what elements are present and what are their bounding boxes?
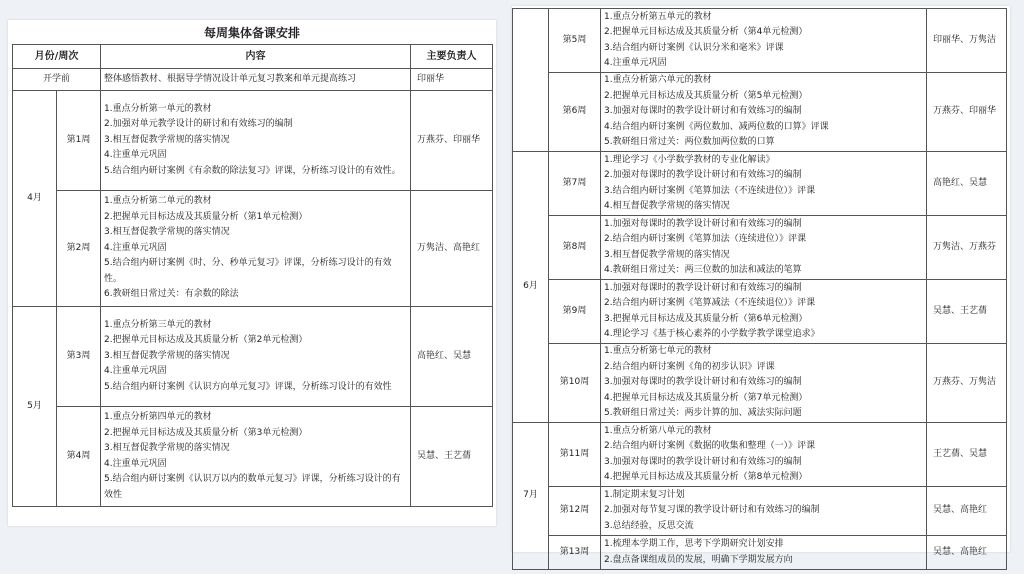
content-line: 1.理论学习《小学数学教材的专业化解读》 (604, 154, 775, 165)
week-owner: 王艺蒨、吴慧 (927, 423, 1007, 487)
week-label: 第3周 (57, 307, 101, 407)
content-line: 1.加强对每课时的教学设计研讨和有效练习的编制 (604, 218, 802, 229)
content-line: 1.制定期末复习计划 (604, 489, 685, 500)
content-line: 3.相互督促教学常规的落实情况 (104, 227, 230, 238)
content-line: 4.注重单元巩固 (104, 458, 167, 469)
content-line: 3.相互督促教学常规的落实情况 (104, 350, 230, 361)
week-owner: 吴慧、高艳红 (927, 487, 1007, 536)
content-line: 3.总结经验，反思交流 (604, 520, 694, 531)
content-line: 4.注重单元巩固 (604, 58, 667, 68)
document-title: 每周集体备课安排 (203, 26, 300, 40)
week-content (601, 216, 927, 280)
week-label: 第12周 (549, 487, 601, 536)
week-label: 第4周 (57, 407, 101, 507)
month-april: 4月 (13, 91, 57, 307)
week-label: 第5周 (549, 9, 601, 73)
content-line: 6.教研组日常过关：有余数的除法 (104, 289, 239, 300)
week-label: 第13周 (549, 536, 601, 570)
table-row (513, 487, 1007, 536)
week-owner: 印丽华、万隽洁 (927, 9, 1007, 73)
week-owner: 高艳红、吴慧 (411, 307, 493, 407)
content-line: 1.重点分析第七单元的教材 (604, 346, 712, 357)
table-row (513, 73, 1007, 152)
content-line: 3.相互督促教学常规的落实情况 (104, 134, 230, 145)
week-label: 第1周 (57, 91, 101, 191)
content-line: 2.把握单元目标达成及其质量分析（第4单元检测） (604, 27, 808, 37)
week-content (601, 344, 927, 423)
month-june: 6月 (513, 152, 549, 423)
table-row (513, 536, 1007, 570)
content-line: 4.把握单元目标达成及其质量分析（第7单元检测） (604, 392, 808, 403)
left-document-page (8, 20, 496, 526)
content-line: 4.注重单元巩固 (104, 242, 167, 253)
content-line: 3.加强对每课时的教学设计研讨和有效练习的编制 (604, 377, 802, 388)
content-line: 3.加强对每课时的教学设计研讨和有效练习的编制 (604, 106, 802, 117)
content-line: 1.重点分析第五单元的教材 (604, 11, 712, 22)
content-line: 1.梳理本学期工作，思考下学期研究计划安排 (604, 539, 784, 549)
week-content (601, 536, 927, 570)
week-label: 第6周 (549, 73, 601, 152)
content-line: 4.相互督促教学常规的落实情况 (604, 201, 730, 211)
table-row (513, 344, 1007, 423)
content-line: 1.重点分析第二单元的教材 (104, 196, 212, 207)
content-line: 3.相互督促教学常规的落实情况 (104, 443, 230, 453)
schedule-table-part-2 (512, 8, 1007, 570)
table-row (13, 191, 493, 307)
week-owner: 万燕芬、万隽洁 (927, 344, 1007, 423)
pre-term-label: 开学前 (13, 69, 101, 91)
content-line: 2.加强对每节复习课的教学设计研讨和有效练习的编制 (604, 505, 820, 516)
schedule-table-part-1 (12, 44, 493, 507)
week-owner: 万燕芬、印丽华 (927, 73, 1007, 152)
content-line: 5.结合组内研讨案例《时、分、秒单元复习》评课，分析练习设计的有效性。 (104, 258, 392, 284)
content-line: 2.加强对单元教学设计的研讨和有效练习的编制 (104, 119, 293, 130)
pre-term-row (13, 69, 493, 91)
header-month-week: 月份/周次 (13, 45, 101, 69)
header-owner: 主要负责人 (411, 45, 493, 69)
content-line: 2.加强对每课时的教学设计研讨和有效练习的编制 (604, 170, 802, 180)
week-label: 第11周 (549, 423, 601, 487)
content-line: 2.把握单元目标达成及其质量分析（第5单元检测） (604, 90, 808, 101)
table-row (513, 423, 1007, 487)
week-owner: 吴慧、高艳红 (927, 536, 1007, 570)
content-line: 1.重点分析第一单元的教材 (104, 103, 212, 114)
right-document-page (512, 6, 1010, 565)
month-july: 7月 (513, 423, 549, 570)
content-line: 4.把握单元目标达成及其质量分析（第8单元检测） (604, 472, 808, 482)
week-label: 第7周 (549, 152, 601, 216)
week-content (601, 73, 927, 152)
content-line: 4.注重单元巩固 (104, 150, 167, 161)
content-line: 4.结合组内研讨案例《两位数加、减两位数的口算》评课 (604, 121, 829, 132)
week-content (101, 407, 411, 507)
table-row (13, 307, 493, 407)
week-label: 第2周 (57, 191, 101, 307)
content-line: 2.把握单元目标达成及其质量分析（第2单元检测） (104, 335, 308, 346)
content-line: 3.把握单元目标达成及其质量分析（第6单元检测） (604, 313, 808, 324)
content-line: 5.教研组日常过关：两位数加两位数的口算 (604, 137, 775, 148)
table-row (513, 280, 1007, 344)
content-line: 4.理论学习《基于核心素养的小学数学教学课堂追求》 (604, 329, 820, 339)
week-label: 第9周 (549, 280, 601, 344)
content-line: 5.结合组内研讨案例《认识万以内的数单元复习》评课，分析练习设计的有效性 (104, 474, 401, 500)
month-may-continued (513, 9, 549, 152)
pre-term-content: 整体感悟教材、根据导学情况设计单元复习教案和单元提高练习 (101, 69, 411, 91)
week-owner: 万燕芬、印丽华 (411, 91, 493, 191)
table-row (513, 9, 1007, 73)
content-line: 2.结合组内研讨案例《角的初步认识》评课 (604, 361, 775, 372)
week-content (601, 9, 927, 73)
week-content (601, 487, 927, 536)
week-content (101, 307, 411, 407)
content-line: 5.结合组内研讨案例《认识方向单元复习》评课，分析练习设计的有效性 (104, 381, 392, 392)
content-line: 1.重点分析第三单元的教材 (104, 319, 212, 330)
content-line: 3.结合组内研讨案例《认识分米和毫米》评课 (604, 42, 784, 53)
content-line: 2.结合组内研讨案例《数据的收集和整理（一）》评课 (604, 441, 816, 451)
content-line: 1.重点分析第六单元的教材 (604, 75, 712, 86)
week-owner: 吴慧、王艺蒨 (411, 407, 493, 507)
week-content (601, 280, 927, 344)
content-line: 2.结合组内研讨案例《笔算减法（不连续退位）》评课 (604, 298, 816, 308)
content-line: 3.结合组内研讨案例《笔算加法（不连续进位）》评课 (604, 185, 816, 196)
content-line: 1.重点分析第八单元的教材 (604, 425, 712, 436)
content-line: 3.加强对每课时的教学设计研讨和有效练习的编制 (604, 456, 802, 467)
content-line: 2.把握单元目标达成及其质量分析（第1单元检测） (104, 211, 308, 222)
content-line: 4.教研组日常过关：两三位数的加法和减法的笔算 (604, 265, 802, 275)
table-row (13, 91, 493, 191)
week-content (601, 423, 927, 487)
week-content (601, 152, 927, 216)
content-line: 4.注重单元巩固 (104, 366, 167, 377)
content-line: 3.相互督促教学常规的落实情况 (604, 249, 730, 260)
table-row (513, 216, 1007, 280)
content-line: 2.结合组内研讨案例《笔算加法（连续进位）》评课 (604, 234, 807, 244)
content-line: 1.加强对每课时的教学设计研讨和有效练习的编制 (604, 282, 802, 293)
pre-term-owner: 印丽华 (411, 69, 493, 91)
week-owner: 万隽洁、高艳红 (411, 191, 493, 307)
table-row (513, 152, 1007, 216)
content-line: 2.把握单元目标达成及其质量分析（第3单元检测） (104, 427, 308, 438)
table-row (13, 407, 493, 507)
week-owner: 高艳红、吴慧 (927, 152, 1007, 216)
week-owner: 吴慧、王艺蒨 (927, 280, 1007, 344)
content-line: 5.结合组内研讨案例《有余数的除法复习》评课，分析练习设计的有效性。 (104, 165, 401, 176)
week-content (101, 91, 411, 191)
table-header-row (13, 45, 493, 69)
header-content: 内容 (101, 45, 411, 69)
content-line: 1.重点分析第四单元的教材 (104, 412, 212, 422)
month-may: 5月 (13, 307, 57, 507)
content-line: 2.盘点备课组成员的发展，明确下学期发展方向 (604, 554, 793, 565)
week-label: 第8周 (549, 216, 601, 280)
content-line: 5.教研组日常过关：两步计算的加、减法实际问题 (604, 408, 802, 419)
week-content (101, 191, 411, 307)
week-label: 第10周 (549, 344, 601, 423)
week-owner: 万隽洁、万燕芬 (927, 216, 1007, 280)
